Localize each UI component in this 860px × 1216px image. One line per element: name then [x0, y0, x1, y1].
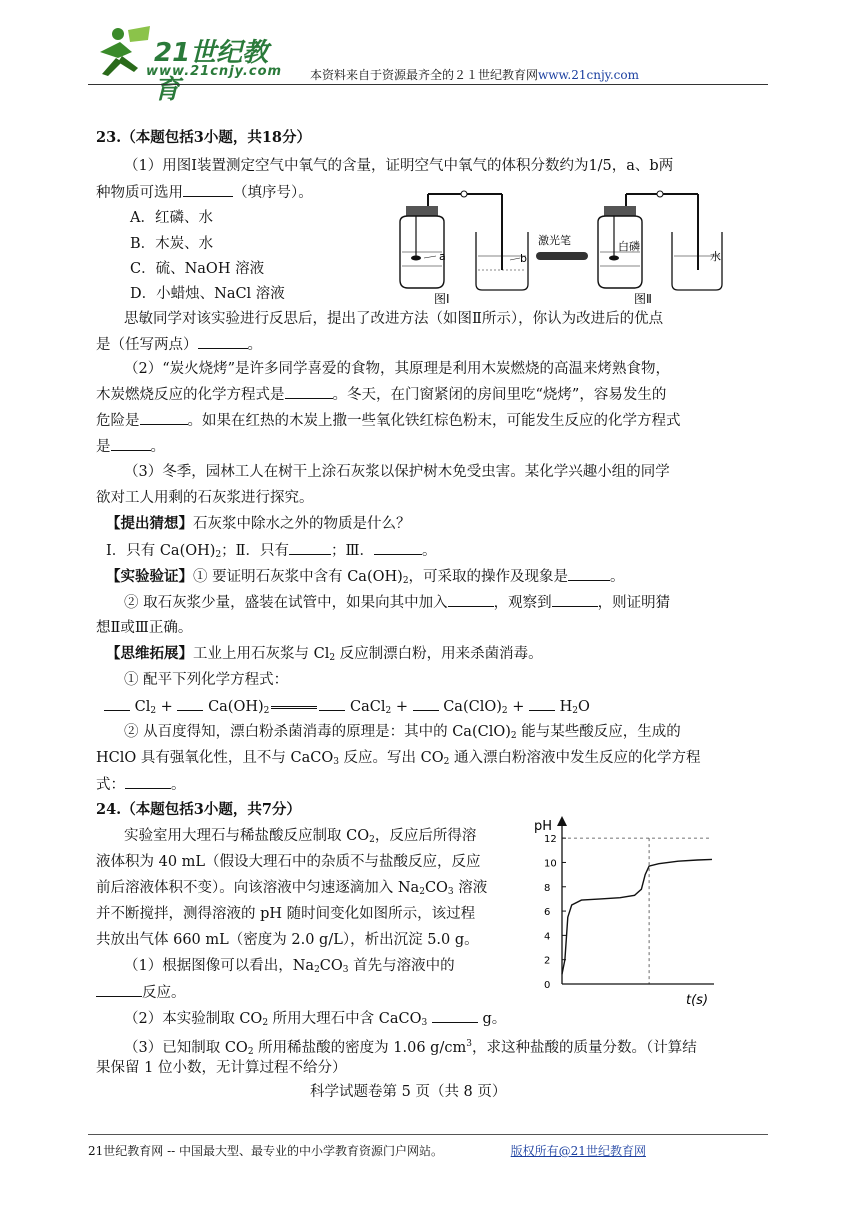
q23-p3-line1: （3）冬季，园林工人在树干上涂石灰浆以保护树木免受虫害。某化学兴趣小组的同学 — [124, 464, 670, 480]
y-tick-label: 8 — [544, 882, 551, 894]
header-note: 本资料来自于资源最齐全的２１世纪教育网www.21cnjy.com — [310, 68, 639, 82]
q23-p3-line2: 欲对工人用剩的石灰浆进行探究。 — [96, 490, 314, 506]
logo-url: www.21cnjy.com — [146, 64, 283, 79]
ph-series-line — [562, 859, 712, 974]
page-number: 科学试题卷第 5 页（共 8 页） — [310, 1084, 507, 1100]
y-axis-arrow — [557, 816, 567, 826]
q23-p2-line3: 危险是 。如果在红热的木炭上撒一些氧化铁红棕色粉末，可能发生反应的化学方程式 — [96, 410, 681, 431]
q24-q1-line1: （1）根据图像可以看出，$Na_2CO_3$ 首先与溶液中的 — [124, 958, 455, 975]
option-b: B．木炭、水 — [130, 236, 214, 252]
option-d: D．小蜡烛、NaCl 溶液 — [130, 286, 285, 302]
y-tick-label: 12 — [544, 834, 557, 846]
q24-title: 24.（本题包括3小题，共7分） — [96, 801, 301, 818]
footer — [88, 1142, 646, 1159]
header-url[interactable]: www.21cnjy.com — [538, 68, 639, 82]
y-axis-label: pH — [534, 819, 553, 834]
q23-p2-line2: 木炭燃烧反应的化学方程式是 。冬天，在门窗紧闭的房间里吃“烧烤”，容易发生的 — [96, 384, 666, 405]
fig1-label-a: a — [439, 250, 446, 263]
fig2-label-water: 水 — [710, 250, 721, 263]
improve-line2: 是（任写两点） 。 — [96, 334, 262, 355]
y-tick-label: 4 — [544, 931, 551, 943]
improve-line1: 思敏同学对该实验进行反思后，提出了改进方法（如图Ⅱ所示），你认为改进后的优点 — [124, 311, 664, 327]
copyright-link[interactable]: 版权所有@21世纪教育网 — [510, 1144, 646, 1158]
q24-q2: （2）本实验制取 $CO_2$ 所用大理石中含 CaCO$_3$ g。 — [124, 1008, 506, 1033]
ext-line4: HClO 具有强氧化性，且不与 CaCO$_3$ 反应。写出 $CO_2$ 通入漂白粉溶液中发生反应的化学方程 — [96, 750, 701, 767]
q23-p1-line1: （1）用图Ⅰ装置测定空气中氧气的含量，证明空气中氧气的体积分数约为1/5，a、b两 — [124, 158, 674, 174]
ext-line3: ② 从百度得知，漂白粉杀菌消毒的原理是：其中的 $Ca(ClO)_2$ 能与某些酸反应，生成的 — [124, 724, 681, 741]
q24-line3: 前后溶液体积不变）。向该溶液中匀速逐滴加入 $Na_2CO_3$ 溶液 — [96, 880, 488, 897]
ext-line2: ① 配平下列化学方程式： — [124, 672, 289, 688]
x-axis-label: t(s) — [686, 993, 709, 1008]
q24-q3-line2: 果保留 1 位小数，无计算过程不给分） — [96, 1060, 347, 1076]
option-c: C．硫、NaOH 溶液 — [130, 261, 265, 277]
guess-heading: 【提出猜想】石灰浆中除水之外的物质是什么？ — [106, 515, 411, 532]
ext-line5: 式： 。 — [96, 774, 186, 795]
q23-p1-line2: 种物质可选用 （填序号）。 — [96, 182, 313, 203]
q24-q3-line1: （3）已知制取 $CO_2$ 所用稀盐酸的密度为 1.06 $g/cm^3$，求这种盐酸的质量分数。（计算结 — [124, 1039, 697, 1057]
figure-1-apparatus — [380, 180, 530, 304]
y-tick-label: 10 — [544, 858, 557, 870]
fig2-caption: 图Ⅱ — [634, 292, 652, 304]
fig2-label-laser: 激光笔 — [538, 234, 571, 247]
y-tick-label: 0 — [544, 980, 551, 991]
header-divider — [88, 84, 768, 85]
footer-text: 21世纪教育网 -- 中国最大型、最专业的中小学教育资源门户网站。 — [88, 1144, 444, 1158]
ext-line1: 【思维拓展】工业上用石灰浆与 $Cl_2$ 反应制漂白粉，用来杀菌消毒。 — [106, 645, 543, 663]
verify-line1: 【实验验证】① 要证明石灰浆中含有 $Ca(OH)_2$，可采取的操作及现象是 。 — [106, 568, 625, 586]
footer-divider — [88, 1134, 768, 1135]
figure-2-apparatus — [528, 180, 728, 304]
option-a: A．红磷、水 — [130, 210, 213, 226]
q24-line5: 共放出气体 660 mL（密度为 2.0 g/L），析出沉淀 5.0 g。 — [96, 932, 479, 948]
verify-line3: 想Ⅱ或Ⅲ正确。 — [96, 620, 193, 636]
logo-cn: 21世纪教育 — [154, 38, 269, 105]
balance-equation: $Cl_2 + Ca(OH)_2$ CaCl$_2$ + $Ca(ClO)_2 + H_2O$ — [104, 696, 590, 721]
guess-options: Ⅰ．只有 $Ca(OH)_2$；Ⅱ．只有 ；Ⅲ． 。 — [106, 540, 437, 565]
q24-line1: 实验室用大理石与稀盐酸反应制取 $CO_2$，反应后所得溶 — [124, 828, 477, 845]
q24-line4: 并不断搅拌，测得溶液的 pH 随时间变化如图所示，该过程 — [96, 906, 476, 922]
q23-p2-line4: 是 。 — [96, 436, 165, 457]
q24-q1-line2: 反应。 — [96, 982, 186, 1003]
y-tick-label: 2 — [544, 955, 551, 967]
site-logo — [88, 22, 288, 105]
q24-line2: 液体积为 40 mL（假设大理石中的杂质不与盐酸反应，反应 — [96, 854, 481, 870]
q23-title: 23.（本题包括3小题，共18分） — [96, 129, 311, 146]
fig1-label-b: b — [520, 252, 527, 265]
fig2-label-p: 白磷 — [618, 240, 640, 253]
fig1-caption: 图Ⅰ — [434, 292, 450, 304]
verify-line2: ② 取石灰浆少量，盛装在试管中，如果向其中加入 ，观察到 ，则证明猜 — [124, 592, 670, 613]
ph-time-chart — [530, 812, 720, 1008]
y-tick-label: 6 — [544, 907, 551, 919]
q23-p2-line1: （2）“炭火烧烤”是许多同学喜爱的食物，其原理是利用木炭燃烧的高温来烤熟食物， — [124, 361, 671, 377]
